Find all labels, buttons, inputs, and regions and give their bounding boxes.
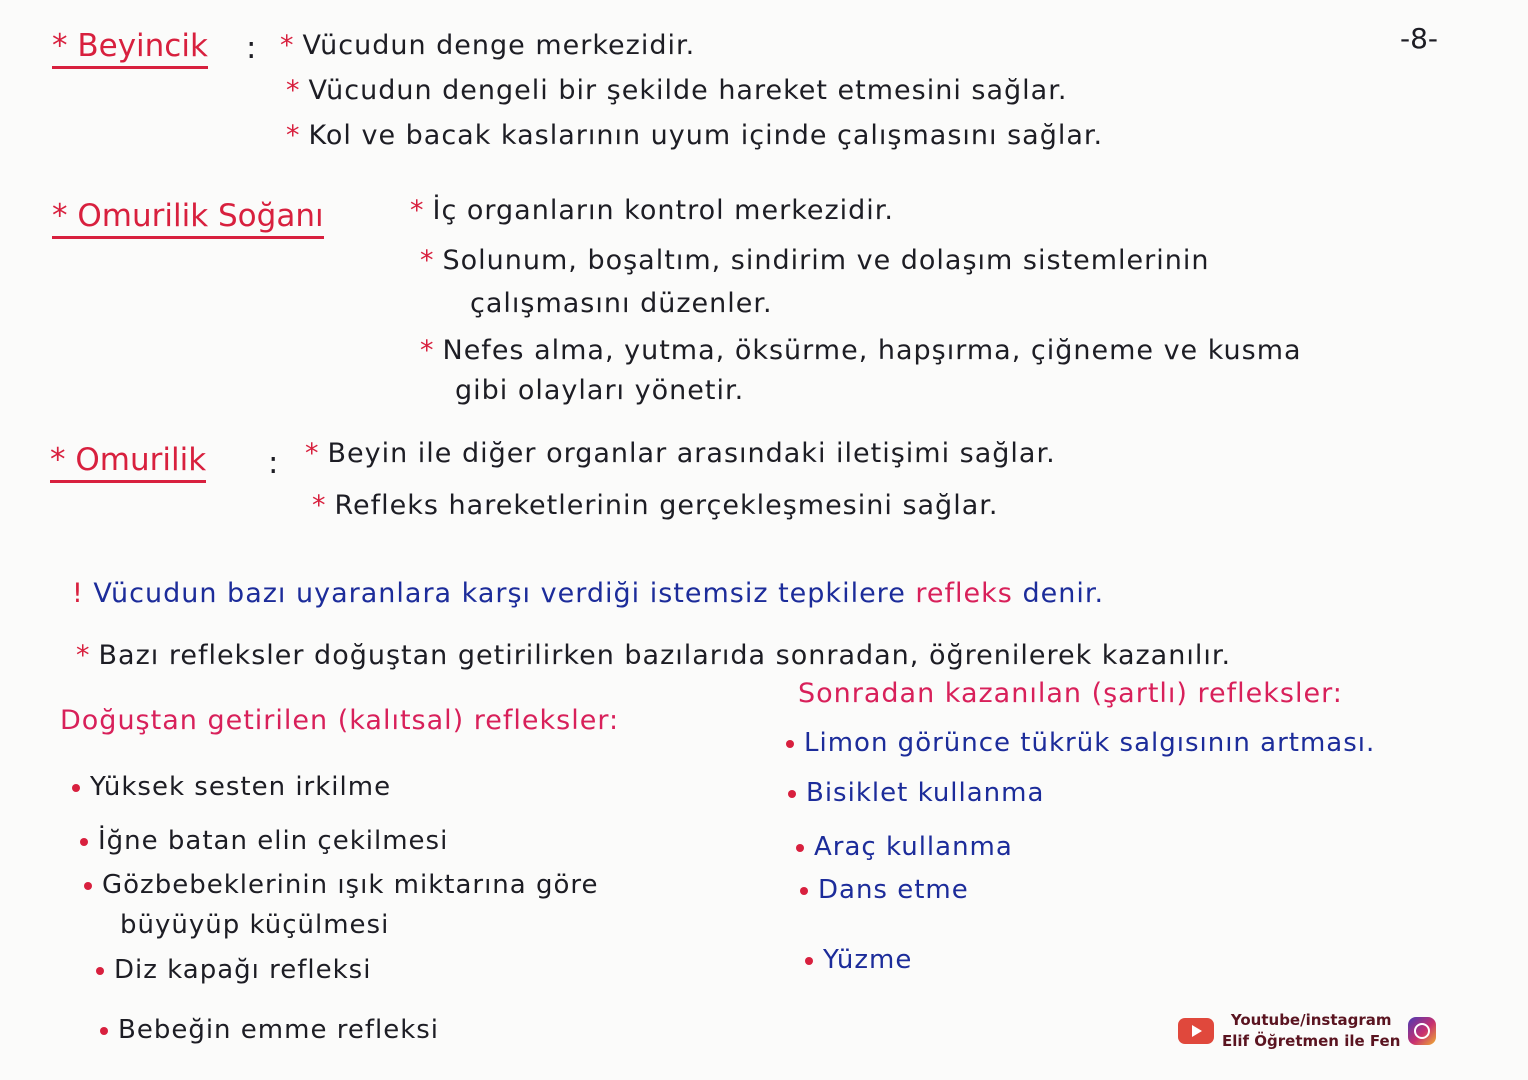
colon: : — [246, 30, 257, 66]
acquired-title: Sonradan kazanılan (şartlı) refleksler: — [798, 678, 1343, 709]
reflex-note: * Bazı refleksler doğuştan getirilirken bazılarıda sonradan, öğrenilerek kazanılır. — [76, 640, 1232, 671]
acquired-item: Bisiklet kullanma — [788, 778, 1044, 808]
omurilik-line-2: * Refleks hareketlerinin gerçekleşmesini sağlar. — [312, 490, 999, 521]
sogan-line-4: * Nefes alma, yutma, öksürme, hapşırma, çiğneme ve kusma — [420, 335, 1302, 366]
badge-line-2: Elif Öğretmen ile Fen — [1222, 1032, 1401, 1050]
badge-line-1: Youtube/instagram — [1230, 1011, 1392, 1029]
acquired-item: Limon görünce tükrük salgısının artması. — [786, 728, 1375, 758]
innate-item: Bebeğin emme refleksi — [100, 1015, 439, 1045]
beyincik-line-3: * Kol ve bacak kaslarının uyum içinde çalışmasını sağlar. — [286, 120, 1104, 151]
instagram-icon — [1408, 1017, 1436, 1045]
heading-beyincik: * Beyincik — [52, 28, 208, 69]
colon: : — [268, 445, 279, 481]
page-number: -8- — [1399, 22, 1438, 55]
sogan-line-1: * İç organların kontrol merkezidir. — [410, 195, 894, 226]
sogan-line-3: çalışmasını düzenler. — [470, 288, 773, 319]
badge-text — [1222, 1010, 1400, 1052]
sogan-line-2: * Solunum, boşaltım, sindirim ve dolaşım sistemlerinin — [420, 245, 1210, 276]
innate-item-cont: büyüyüp küçülmesi — [120, 910, 390, 940]
innate-item: İğne batan elin çekilmesi — [80, 826, 448, 856]
innate-item: Gözbebeklerinin ışık miktarına göre — [84, 870, 599, 900]
beyincik-line-2: * Vücudun dengeli bir şekilde hareket etmesini sağlar. — [286, 75, 1068, 106]
youtube-icon — [1178, 1018, 1214, 1044]
sogan-line-5: gibi olayları yönetir. — [455, 375, 745, 406]
reflex-definition: ! Vücudun bazı uyaranlara karşı verdiği istemsiz tepkilere refleks denir. — [72, 578, 1105, 609]
beyincik-line-1: * Vücudun denge merkezidir. — [280, 30, 696, 61]
heading-omurilik: * Omurilik — [50, 442, 206, 483]
innate-title: Doğuştan getirilen (kalıtsal) refleksler: — [60, 705, 620, 736]
omurilik-line-1: * Beyin ile diğer organlar arasındaki iletişimi sağlar. — [305, 438, 1056, 469]
acquired-item: Dans etme — [800, 875, 969, 905]
acquired-item: Yüzme — [805, 945, 912, 975]
innate-item: Diz kapağı refleksi — [96, 955, 371, 985]
channel-badge — [1178, 1010, 1436, 1052]
heading-omurilik-sogani: * Omurilik Soğanı — [52, 198, 324, 239]
innate-item: Yüksek sesten irkilme — [72, 772, 391, 802]
acquired-item: Araç kullanma — [796, 832, 1013, 862]
